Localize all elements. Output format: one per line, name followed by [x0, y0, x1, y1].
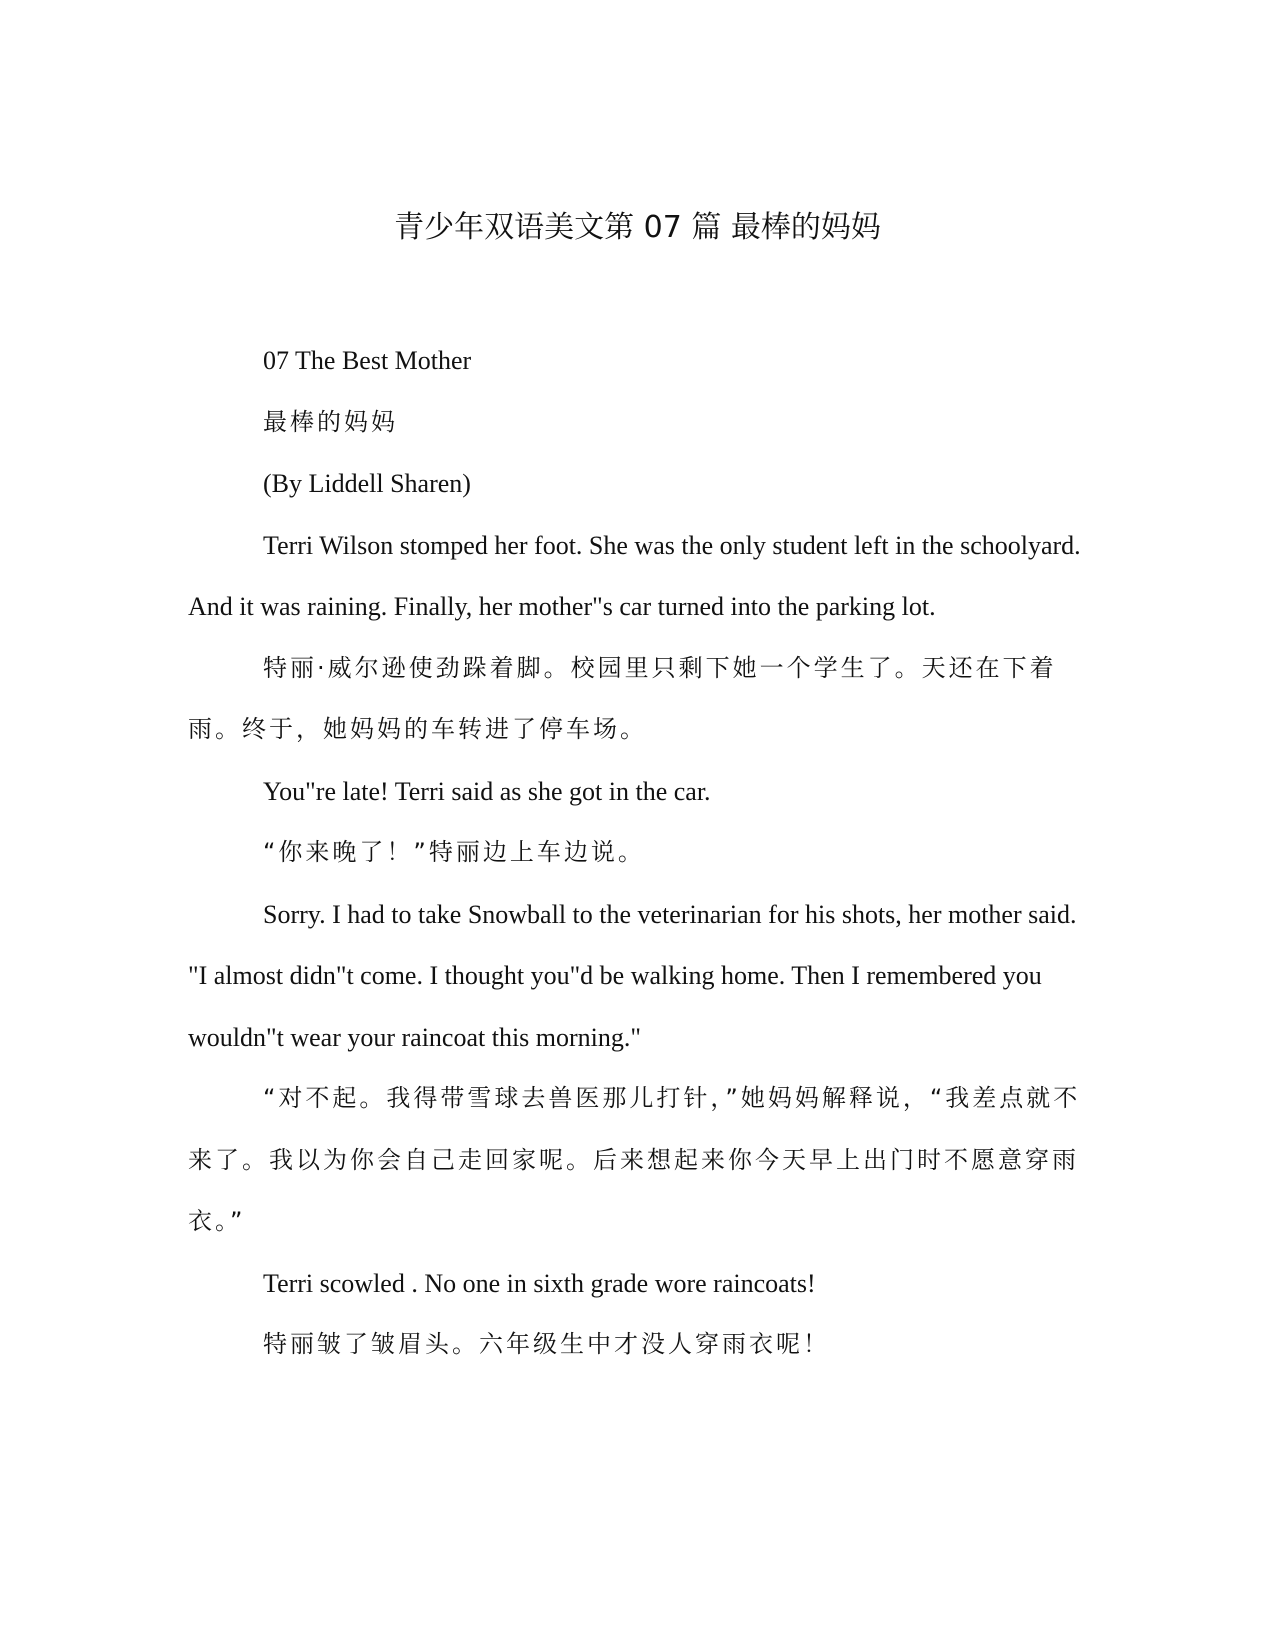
paragraph-chinese: “你来晚了！”特丽边上车边说。	[263, 838, 645, 866]
paragraph-chinese: 特丽·威尔逊使劲跺着脚。校园里只剩下她一个学生了。天还在下着雨。终于，她妈妈的车转进了停车场。	[188, 653, 1057, 743]
paragraph-english-title: 07 The Best Mother	[263, 346, 472, 375]
paragraph-english: Sorry. I had to take Snowball to the veterinarian for his shots, her mother said. "I almost didn"t come. I thought you"d be walking home. Then I remembered you wouldn"t wear your raincoat this morning."	[188, 899, 1077, 1052]
document-body	[188, 330, 1088, 1376]
paragraph-author: (By Liddell Sharen)	[263, 469, 471, 498]
paragraph-chinese-title: 最棒的妈妈	[263, 407, 398, 436]
paragraph-english: You"re late! Terri said as she got in the car.	[263, 776, 711, 806]
paragraph-chinese: “对不起。我得带雪球去兽医那儿打针，”她妈妈解释说，“我差点就不来了。我以为你会自己走回家呢。后来想起来你今天早上出门时不愿意穿雨衣。”	[188, 1084, 1081, 1235]
document-title: 青少年双语美文第 07 篇 最棒的妈妈	[394, 210, 881, 245]
paragraph-chinese: 特丽皱了皱眉头。六年级生中才没人穿雨衣呢！	[263, 1330, 830, 1358]
paragraph-english: Terri scowled . No one in sixth grade wore raincoats!	[263, 1268, 816, 1298]
paragraph-english: Terri Wilson stomped her foot. She was the only student left in the schoolyard. And it was raining. Finally, her mother"s car turned into the parking lot.	[188, 530, 1081, 621]
